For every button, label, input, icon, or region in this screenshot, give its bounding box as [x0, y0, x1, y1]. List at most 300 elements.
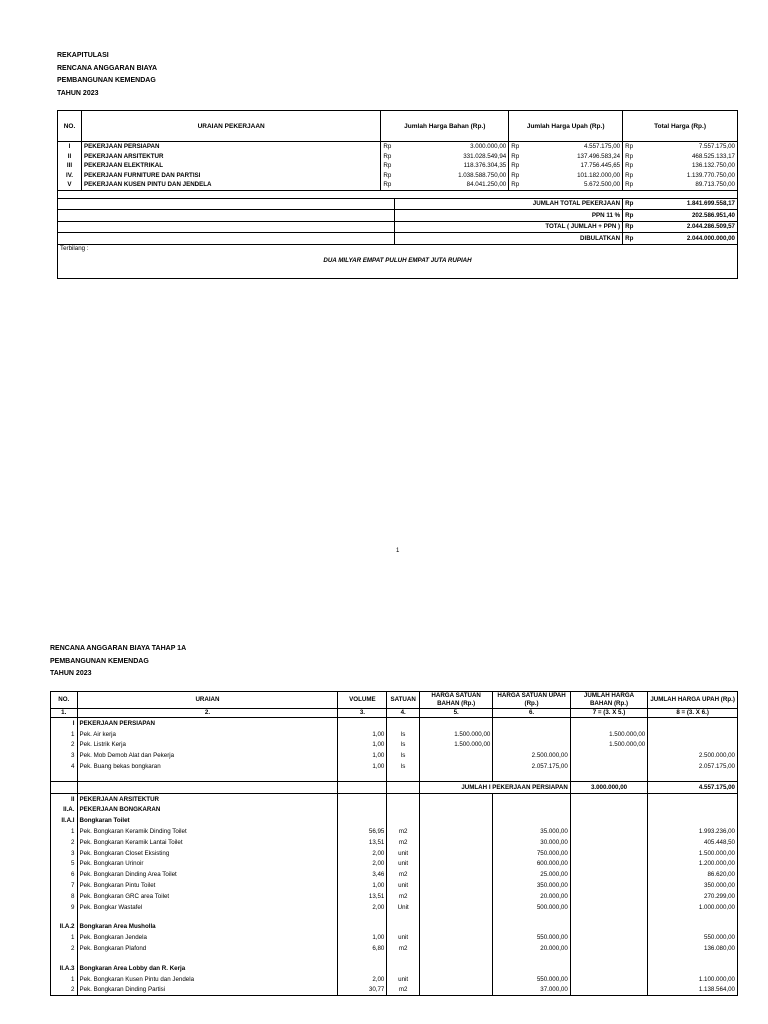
detail-row-no: 2: [51, 837, 78, 848]
detail-sum-spacer: [387, 781, 420, 793]
detail-row-jh-upah: [648, 805, 738, 816]
detail-row-hs-upah: [493, 793, 570, 804]
detail-row-hs-upah: 20.000,00: [493, 943, 570, 954]
detail-row-jh-upah: 2.500.000,00: [648, 750, 738, 761]
detail-row-volume: 2,00: [338, 859, 387, 870]
detail-row-jh-bahan: [570, 985, 647, 996]
detail-row-name: Pek. Bongkaran Kusen Pintu dan Jendela: [77, 974, 338, 985]
detail-col-jh-upah: JUMLAH HARGA UPAH (Rp.): [648, 692, 738, 709]
detail-row-no: 1: [51, 974, 78, 985]
detail-colnum: 5.: [419, 709, 492, 718]
col-header-uraian: URAIAN PEKERJAAN: [81, 111, 380, 142]
detail-row-name: Bongkaran Area Lobby dan R. Kerja: [77, 963, 338, 974]
detail-table: [50, 691, 738, 996]
detail-row-satuan: [387, 963, 420, 974]
recap-row-rp: Rp: [381, 171, 395, 181]
detail-row-name: Pek. Bongkaran Closet Eksisting: [77, 848, 338, 859]
detail-blank-cell: [387, 954, 420, 963]
detail-blank-cell: [419, 954, 492, 963]
detail-row-jh-upah: 1.138.564,00: [648, 985, 738, 996]
detail-blank-cell: [51, 913, 78, 922]
recap-total-label: PPN 11 %: [395, 210, 623, 222]
detail-row-hs-upah: 25.000,00: [493, 869, 570, 880]
detail-row-hs-upah: 550.000,00: [493, 932, 570, 943]
recap-row-rp: Rp: [623, 152, 637, 162]
detail-row-name: Pek. Bongkaran Plafond: [77, 943, 338, 954]
detail-row-volume: [338, 922, 387, 933]
detail-row-hs-bahan: [419, 922, 492, 933]
detail-row-name: Bongkaran Toilet: [77, 815, 338, 826]
detail-blank-cell: [570, 913, 647, 922]
detail-row-jh-bahan: [570, 815, 647, 826]
recap-row: [58, 180, 738, 190]
recap-total-label: TOTAL ( JUMLAH + PPN ): [395, 221, 623, 233]
detail-row-no: 2: [51, 740, 78, 751]
detail-colnum: 3.: [338, 709, 387, 718]
detail-row-hs-bahan: 1.500.000,00: [419, 729, 492, 740]
recap-total-rp: Rp: [623, 221, 637, 233]
detail-colnum: 4.: [387, 709, 420, 718]
detail-row-volume: 2,00: [338, 902, 387, 913]
recap-total-row: [58, 210, 738, 222]
detail-row-name: Pek. Bongkaran Urinoir: [77, 859, 338, 870]
detail-row-jh-bahan: [570, 848, 647, 859]
detail-row-satuan: [387, 815, 420, 826]
detail-header-line: RENCANA ANGGARAN BIAYA TAHAP 1A: [50, 645, 187, 652]
detail-row-volume: 1,00: [338, 740, 387, 751]
detail-blank-row: [51, 954, 738, 963]
recap-row-rp: Rp: [623, 142, 637, 152]
detail-row-jh-bahan: [570, 718, 647, 729]
recap-row-total: 136.132.750,00: [691, 162, 735, 170]
detail-row-jh-upah: [648, 729, 738, 740]
recap-header: [57, 50, 157, 100]
detail-row-jh-upah: [648, 718, 738, 729]
detail-row-name: Pek. Bongkaran Dinding Partisi: [77, 985, 338, 996]
detail-row-no: II.A.: [51, 805, 78, 816]
recap-total-label: DIBULATKAN: [395, 233, 623, 245]
detail-row-no: 1: [51, 826, 78, 837]
detail-sum-upah: 4.557.175,00: [648, 781, 738, 793]
detail-row-name: PEKERJAAN BONGKARAN: [77, 805, 338, 816]
col-header-no: NO.: [58, 111, 82, 142]
detail-row-volume: 13,51: [338, 837, 387, 848]
detail-row-name: Pek. Bongkaran Keramik Lantai Toilet: [77, 837, 338, 848]
detail-colnum: 1.: [51, 709, 78, 718]
detail-row-jh-bahan: [570, 761, 647, 772]
detail-row-no: II.A.2: [51, 922, 78, 933]
recap-row-rp: Rp: [381, 180, 395, 190]
detail-blank-cell: [493, 913, 570, 922]
detail-sum-spacer: [338, 781, 387, 793]
detail-item-row: [51, 880, 738, 891]
detail-colnum: 8 = (3. X 6.): [648, 709, 738, 718]
detail-row-jh-bahan: [570, 974, 647, 985]
terbilang-label: Terbilang :: [60, 244, 89, 252]
recap-header-line: REKAPITULASI: [57, 52, 109, 59]
recap-total-spacer: [58, 221, 395, 233]
detail-col-jh-bahan: JUMLAH HARGA BAHAN (Rp.): [570, 692, 647, 709]
detail-col-satuan: SATUAN: [387, 692, 420, 709]
detail-row-jh-upah: 1.500.000,00: [648, 848, 738, 859]
detail-col-no: NO.: [51, 692, 78, 709]
detail-col-volume: VOLUME: [338, 692, 387, 709]
detail-row-jh-upah: 1.000.000,00: [648, 902, 738, 913]
recap-row-rp: Rp: [381, 161, 395, 171]
recap-row-total: 89.713.750,00: [695, 181, 735, 189]
detail-row-no: I: [51, 718, 78, 729]
detail-row-jh-upah: 550.000,00: [648, 932, 738, 943]
detail-row-satuan: m2: [387, 891, 420, 902]
detail-row-satuan: m2: [387, 869, 420, 880]
detail-row-volume: [338, 805, 387, 816]
recap-row-rp: Rp: [381, 142, 395, 152]
detail-blank-cell: [77, 913, 338, 922]
detail-blank-cell: [338, 954, 387, 963]
detail-row-no: II: [51, 793, 78, 804]
detail-row-hs-bahan: [419, 880, 492, 891]
recap-row: [58, 161, 738, 171]
detail-item-row: [51, 985, 738, 996]
detail-row-satuan: m2: [387, 837, 420, 848]
recap-total-row: [58, 198, 738, 210]
detail-row-no: 9: [51, 902, 78, 913]
detail-row-name: Pek. Air kerja: [77, 729, 338, 740]
recap-row-no: V: [67, 181, 72, 189]
detail-row-hs-bahan: [419, 891, 492, 902]
detail-blank-cell: [51, 772, 78, 782]
recap-row-rp: Rp: [381, 152, 395, 162]
detail-section-row: [51, 963, 738, 974]
detail-row-hs-upah: 20.000,00: [493, 891, 570, 902]
recap-row-total: 7.557.175,00: [637, 142, 738, 152]
detail-row-jh-upah: 1.100.000,00: [648, 974, 738, 985]
detail-blank-cell: [648, 913, 738, 922]
recap-terbilang-cell: [58, 244, 738, 278]
detail-row-hs-upah: [493, 922, 570, 933]
detail-blank-cell: [648, 772, 738, 782]
detail-row-hs-upah: [493, 805, 570, 816]
recap-row-no: I: [58, 142, 82, 152]
detail-item-row: [51, 740, 738, 751]
detail-header-line: PEMBANGUNAN KEMENDAG: [50, 657, 149, 665]
detail-row-hs-bahan: [419, 750, 492, 761]
detail-blank-cell: [570, 954, 647, 963]
detail-row-no: 1: [51, 932, 78, 943]
detail-row-satuan: [387, 793, 420, 804]
recap-row-bahan: 118.376.304,35: [463, 162, 507, 170]
detail-blank-row: [51, 913, 738, 922]
detail-row-name: Pek. Listrik Kerja: [77, 740, 338, 751]
detail-row-satuan: Unit: [387, 902, 420, 913]
detail-col-uraian: URAIAN: [77, 692, 338, 709]
detail-row-hs-upah: [493, 963, 570, 974]
detail-row-no: II.A.I: [51, 815, 78, 826]
col-header-bahan: Jumlah Harga Bahan (Rp.): [381, 111, 509, 142]
detail-blank-cell: [77, 772, 338, 782]
detail-row-no: 3: [51, 750, 78, 761]
detail-row-jh-bahan: [570, 922, 647, 933]
page-number: 1: [396, 548, 400, 554]
recap-row-rp: Rp: [509, 171, 523, 181]
detail-row-jh-bahan: [570, 805, 647, 816]
recap-total-label: JUMLAH TOTAL PEKERJAAN: [395, 198, 623, 210]
detail-sum-row: [51, 781, 738, 793]
detail-row-hs-upah: 550.000,00: [493, 974, 570, 985]
detail-row-jh-bahan: 1.500.000,00: [570, 740, 647, 751]
recap-row-rp: Rp: [623, 171, 637, 181]
detail-blank-cell: [387, 772, 420, 782]
detail-blank-cell: [387, 913, 420, 922]
detail-row-jh-upah: 136.080,00: [648, 943, 738, 954]
detail-header-line: TAHUN 2023: [50, 670, 92, 677]
col-header-upah: Jumlah Harga Upah (Rp.): [509, 111, 623, 142]
detail-row-jh-bahan: [570, 902, 647, 913]
detail-item-row: [51, 902, 738, 913]
detail-row-hs-bahan: [419, 902, 492, 913]
detail-row-hs-bahan: [419, 793, 492, 804]
recap-total-row: [58, 233, 738, 245]
recap-total-value: 2.044.286.509,57: [637, 221, 738, 233]
recap-row: [58, 152, 738, 162]
detail-row-hs-bahan: [419, 985, 492, 996]
detail-row-jh-upah: 2.057.175,00: [648, 761, 738, 772]
detail-row-hs-upah: 35.000,00: [493, 826, 570, 837]
recap-total-spacer: [58, 210, 395, 222]
detail-item-row: [51, 859, 738, 870]
detail-row-name: Bongkaran Area Musholla: [77, 922, 338, 933]
detail-row-satuan: m2: [387, 985, 420, 996]
detail-blank-cell: [493, 954, 570, 963]
detail-item-row: [51, 848, 738, 859]
detail-row-satuan: m2: [387, 943, 420, 954]
recap-header-line: PEMBANGUNAN KEMENDAG: [57, 77, 156, 84]
detail-row-hs-upah: 2.057.175,00: [493, 761, 570, 772]
recap-total-rp: Rp: [623, 198, 637, 210]
recap-row-rp: Rp: [623, 161, 637, 171]
detail-row-hs-bahan: [419, 859, 492, 870]
recap-header-line: RENCANA ANGGARAN BIAYA: [57, 64, 158, 72]
recap-total-rp: Rp: [623, 233, 637, 245]
detail-row-satuan: m2: [387, 826, 420, 837]
detail-row-hs-bahan: [419, 761, 492, 772]
recap-table: [57, 110, 738, 279]
detail-row-hs-upah: 500.000,00: [493, 902, 570, 913]
detail-row-jh-upah: 86.620,00: [648, 869, 738, 880]
detail-blank-cell: [77, 954, 338, 963]
detail-row-name: Pek. Bongkaran Keramik Dinding Toilet: [77, 826, 338, 837]
detail-row-satuan: unit: [387, 880, 420, 891]
detail-row-jh-upah: [648, 740, 738, 751]
detail-row-jh-bahan: [570, 891, 647, 902]
detail-blank-cell: [493, 772, 570, 782]
detail-row-jh-upah: [648, 815, 738, 826]
detail-row-jh-upah: 1.200.000,00: [648, 859, 738, 870]
detail-row-satuan: [387, 718, 420, 729]
detail-blank-cell: [648, 954, 738, 963]
detail-row-volume: 3,46: [338, 869, 387, 880]
recap-row-upah: 137.496.583,24: [577, 152, 621, 160]
detail-row-hs-bahan: [419, 805, 492, 816]
recap-total-rp: Rp: [623, 210, 637, 222]
detail-row-hs-upah: 350.000,00: [493, 880, 570, 891]
detail-row-hs-upah: 750.000,00: [493, 848, 570, 859]
detail-row-name: PEKERJAAN ARSITEKTUR: [77, 793, 338, 804]
detail-section-row: [51, 805, 738, 816]
detail-item-row: [51, 837, 738, 848]
detail-row-volume: 1,00: [338, 750, 387, 761]
detail-row-jh-upah: 1.993.236,00: [648, 826, 738, 837]
detail-row-hs-upah: 30.000,00: [493, 837, 570, 848]
detail-header: [50, 643, 186, 681]
recap-row-rp: Rp: [509, 152, 523, 162]
detail-item-row: [51, 932, 738, 943]
detail-col-hs-upah: HARGA SATUAN UPAH (Rp.): [493, 692, 570, 709]
recap-row: [58, 142, 738, 152]
detail-colnum: 6.: [493, 709, 570, 718]
detail-colnum: 7 = (3. X 5.): [570, 709, 647, 718]
recap-row-no: III: [66, 162, 73, 170]
detail-row-hs-upah: [493, 815, 570, 826]
detail-row-volume: 1,00: [338, 932, 387, 943]
detail-item-row: [51, 943, 738, 954]
detail-row-volume: [338, 718, 387, 729]
detail-section-row: [51, 793, 738, 804]
detail-row-no: II.A.3: [51, 963, 78, 974]
recap-gap-cell: [58, 190, 738, 198]
recap-row-name: PEKERJAAN ARSITEKTUR: [81, 152, 380, 162]
detail-row-jh-bahan: [570, 869, 647, 880]
detail-blank-cell: [570, 772, 647, 782]
detail-row-satuan: unit: [387, 974, 420, 985]
detail-row-satuan: unit: [387, 932, 420, 943]
recap-total-value: 202.586.951,40: [637, 210, 738, 222]
detail-row-name: Pek. Bongkaran Pintu Toilet: [77, 880, 338, 891]
detail-row-jh-bahan: [570, 932, 647, 943]
detail-row-volume: [338, 815, 387, 826]
recap-row-rp: Rp: [509, 180, 523, 190]
detail-row-volume: 30,77: [338, 985, 387, 996]
detail-row-hs-upah: 2.500.000,00: [493, 750, 570, 761]
detail-row-hs-upah: [493, 740, 570, 751]
detail-sum-spacer: [51, 781, 78, 793]
detail-row-no: 2: [51, 985, 78, 996]
recap-row-rp: Rp: [509, 161, 523, 171]
detail-row-jh-bahan: [570, 826, 647, 837]
detail-row-volume: 56,95: [338, 826, 387, 837]
detail-row-jh-bahan: [570, 837, 647, 848]
detail-row-hs-bahan: [419, 837, 492, 848]
detail-row-name: Pek. Bongkaran Jendela: [77, 932, 338, 943]
recap-row-total: 468.525.133,17: [691, 152, 735, 160]
detail-row-hs-bahan: 1.500.000,00: [419, 740, 492, 751]
detail-row-name: PEKERJAAN PERSIAPAN: [77, 718, 338, 729]
detail-row-volume: 6,80: [338, 943, 387, 954]
recap-row-name: PEKERJAAN FURNITURE DAN PARTISI: [81, 171, 380, 181]
recap-row-rp: Rp: [623, 180, 637, 190]
recap-row-upah: 17.756.445,65: [580, 162, 621, 170]
detail-row-satuan: ls: [387, 729, 420, 740]
detail-item-row: [51, 750, 738, 761]
recap-gap-row: [58, 190, 738, 198]
recap-row-no: IV.: [65, 171, 73, 179]
recap-total-value: 1.841.699.558,17: [637, 198, 738, 210]
detail-row-satuan: unit: [387, 848, 420, 859]
recap-row-name: PEKERJAAN KUSEN PINTU DAN JENDELA: [81, 180, 380, 190]
detail-row-jh-bahan: [570, 859, 647, 870]
detail-item-row: [51, 729, 738, 740]
detail-row-jh-upah: 270.299,00: [648, 891, 738, 902]
detail-row-jh-upah: [648, 922, 738, 933]
detail-row-satuan: ls: [387, 740, 420, 751]
detail-row-hs-upah: [493, 729, 570, 740]
detail-item-row: [51, 761, 738, 772]
recap-row-bahan: 331.028.549,94: [463, 152, 507, 160]
detail-row-hs-bahan: [419, 943, 492, 954]
detail-row-hs-upah: [493, 718, 570, 729]
detail-sum-spacer: [77, 781, 338, 793]
detail-row-hs-bahan: [419, 826, 492, 837]
detail-row-satuan: ls: [387, 761, 420, 772]
detail-row-jh-upah: 350.000,00: [648, 880, 738, 891]
detail-colnum: 2.: [77, 709, 338, 718]
detail-row-hs-upah: 37.000,00: [493, 985, 570, 996]
detail-sum-label: JUMLAH I PEKERJAAN PERSIAPAN: [419, 781, 570, 793]
recap-row: [58, 171, 738, 181]
detail-row-no: 7: [51, 880, 78, 891]
col-header-total: Total Harga (Rp.): [623, 111, 738, 142]
terbilang-text: DUA MILYAR EMPAT PULUH EMPAT JUTA RUPIAH: [323, 256, 472, 264]
recap-header-line: TAHUN 2023: [57, 89, 99, 97]
detail-blank-cell: [419, 913, 492, 922]
detail-blank-cell: [338, 913, 387, 922]
detail-row-jh-bahan: [570, 880, 647, 891]
detail-row-satuan: ls: [387, 750, 420, 761]
detail-row-name: Pek. Bongkar Wastafel: [77, 902, 338, 913]
recap-row-total: 1.139.770.750,00: [686, 171, 735, 179]
detail-row-hs-bahan: [419, 869, 492, 880]
detail-row-jh-upah: [648, 963, 738, 974]
detail-row-volume: [338, 963, 387, 974]
detail-row-name: Pek. Buang bekas bongkaran: [77, 761, 338, 772]
detail-blank-cell: [338, 772, 387, 782]
detail-row-jh-bahan: [570, 943, 647, 954]
detail-row-name: Pek. Bongkaran GRC area Toilet: [77, 891, 338, 902]
recap-row-rp: Rp: [509, 142, 523, 152]
detail-row-hs-bahan: [419, 974, 492, 985]
detail-row-hs-bahan: [419, 718, 492, 729]
detail-row-volume: 1,00: [338, 729, 387, 740]
detail-item-row: [51, 869, 738, 880]
detail-row-no: 5: [51, 859, 78, 870]
detail-row-volume: [338, 793, 387, 804]
detail-row-satuan: unit: [387, 859, 420, 870]
recap-row-upah: 101.182.000,00: [577, 171, 621, 179]
detail-row-volume: 2,00: [338, 974, 387, 985]
detail-row-no: 6: [51, 869, 78, 880]
detail-row-name: Pek. Mob Demob Alat dan Pekerja: [77, 750, 338, 761]
detail-item-row: [51, 891, 738, 902]
recap-row-upah: 4.557.175,00: [523, 142, 623, 152]
detail-row-jh-upah: 405.448,50: [648, 837, 738, 848]
detail-row-satuan: [387, 922, 420, 933]
detail-row-volume: 1,00: [338, 880, 387, 891]
detail-item-row: [51, 974, 738, 985]
detail-row-hs-bahan: [419, 963, 492, 974]
recap-row-no: II: [67, 152, 72, 160]
detail-row-hs-bahan: [419, 815, 492, 826]
detail-section-row: [51, 815, 738, 826]
